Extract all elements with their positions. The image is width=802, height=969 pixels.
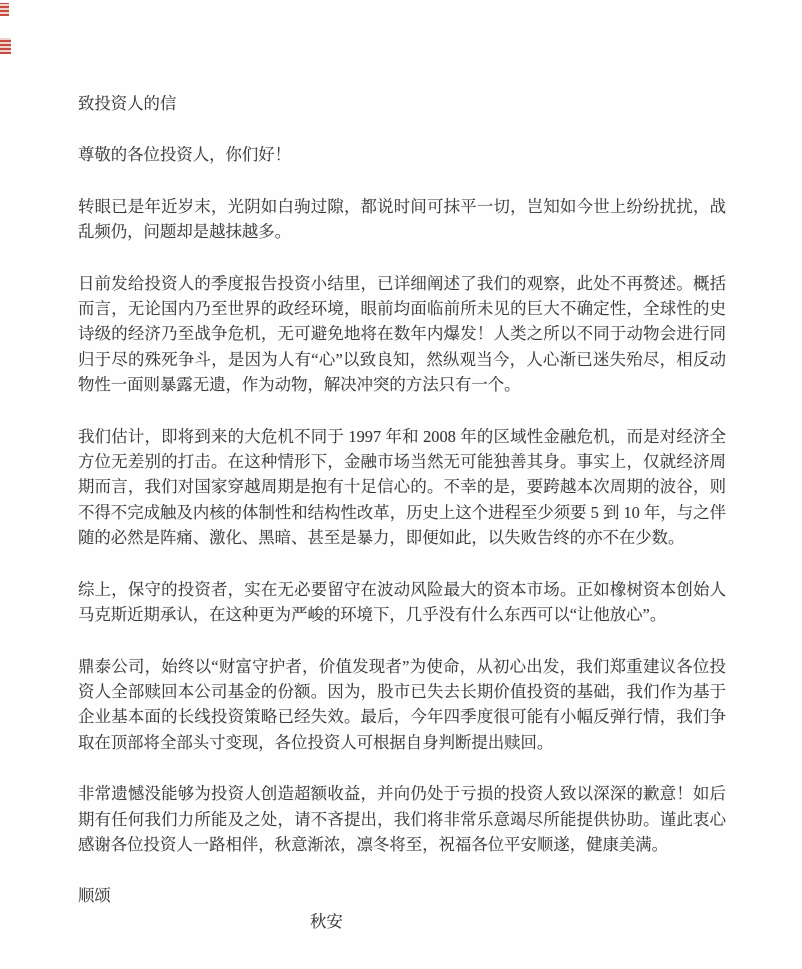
red-edge-mark-lower [0, 38, 11, 54]
letter-paragraph-3: 我们估计，即将到来的大危机不同于 1997 年和 2008 年的区域性金融危机，而是对经济全方位无差别的打击。在这种情形下，金融市场当然无可能独善其身。事实上，仅就经济周期而言，我们对国家穿越周期是抱有十足信心的。不幸的是，要跨越本次周期的波谷，则不得不完成触及内核的体制性和结构性改革，历史上这个进程至少须要 5 到 10 年，与之伴随的必然是阵痛、激化、黑暗、甚至是暴力，即便如此，以失败告终的亦不在少数。 [78, 426, 726, 548]
letter-salutation: 尊敬的各位投资人，你们好！ [78, 145, 292, 165]
red-edge-mark-top [0, 3, 9, 16]
letter-title: 致投资人的信 [78, 94, 177, 113]
letter-body [78, 91, 726, 934]
letter-paragraph-1: 转眼已是年近岁末，光阴如白驹过隙，都说时间可抹平一切，岂知如今世上纷纷扰扰，战乱频仍，问题却是越抹越多。 [78, 196, 726, 242]
letter-wish: 秋安 [310, 911, 343, 931]
letter-paragraph-4: 综上，保守的投资者，实在无必要留守在波动风险最大的资本市场。正如橡树资本创始人马克斯近期承认，在这种更为严峻的环境下，几乎没有什么东西可以“让他放心”。 [78, 579, 726, 625]
letter-paragraph-6: 非常遗憾没能够为投资人创造超额收益，并向仍处于亏损的投资人致以深深的歉意！如后期有任何我们力所能及之处，请不吝提出，我们将非常乐意竭尽所能提供协助。谨此衷心感谢各位投资人一路相伴，秋意渐浓，凛冬将至，祝福各位平安顺遂，健康美满。 [78, 784, 726, 854]
letter-paragraph-5: 鼎泰公司，始终以“财富守护者，价值发现者”为使命，从初心出发，我们郑重建议各位投资人全部赎回本公司基金的份额。因为，股市已失去长期价值投资的基础，我们作为基于企业基本面的长线投资策略已经失效。最后，今年四季度很可能有小幅反弹行情，我们争取在顶部将全部头寸变现，各位投资人可根据自身判断提出赎回。 [78, 656, 726, 752]
letter-valediction: 顺颂 [78, 886, 111, 906]
letter-paragraph-2: 日前发给投资人的季度报告投资小结里，已详细阐述了我们的观察，此处不再赘述。概括而言，无论国内乃至世界的政经环境，眼前均面临前所未见的巨大不确定性，全球性的史诗级的经济乃至战争危机，无可避免地将在数年内爆发！人类之所以不同于动物会进行同归于尽的殊死争斗，是因为人有“心”以致良知，然纵观当今，人心渐已迷失殆尽，相反动物性一面则暴露无遗，作为动物，解决冲突的方法只有一个。 [78, 273, 726, 395]
